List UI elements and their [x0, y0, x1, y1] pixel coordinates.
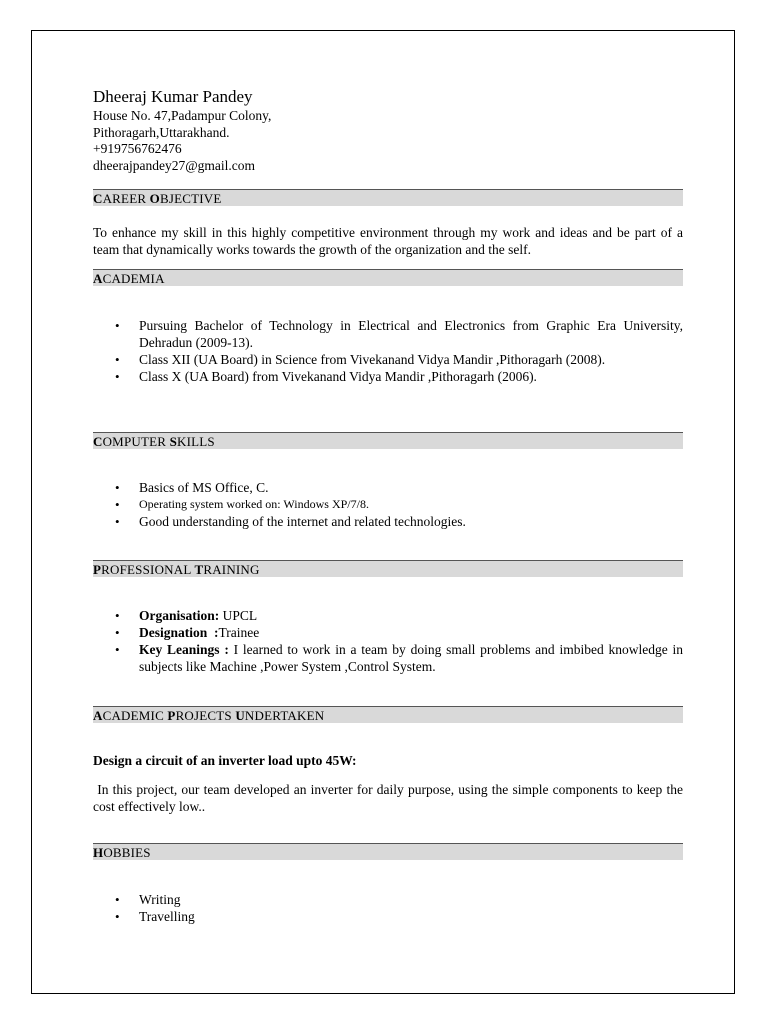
list-item: • Good understanding of the internet and related technologies.	[139, 513, 683, 530]
item-label: Key Leanings :	[139, 642, 229, 657]
list-item: • Operating system worked on: Windows XP/7/8.	[139, 496, 683, 513]
computer-skills-heading	[93, 432, 683, 449]
list-item: • Class XII (UA Board) in Science from Vivekanand Vidya Mandir ,Pithoragarh (2008).	[139, 351, 683, 368]
list-item	[139, 624, 683, 641]
heading-initial: P	[93, 562, 102, 577]
phone-number: +919756762476	[93, 141, 182, 156]
computer-skills-list	[93, 479, 683, 530]
list-item	[139, 641, 683, 675]
heading-initial: O	[149, 191, 160, 206]
list-item: • Pursuing Bachelor of Technology in Electrical and Electronics from Graphic Era University, Dehradun (2009-13).	[139, 317, 683, 351]
list-item: • Class X (UA Board) from Vivekanand Vidya Mandir ,Pithoragarh (2006).	[139, 368, 683, 385]
list-item: • Travelling	[139, 908, 683, 925]
hobbies-list	[93, 891, 683, 925]
career-objective-heading	[93, 189, 683, 206]
item-value: UPCL	[219, 608, 258, 623]
item-label: Designation :	[139, 625, 219, 640]
item-label: Organisation:	[139, 608, 220, 623]
heading-text: KILLS	[177, 434, 215, 449]
heading-text: CADEMIC	[102, 708, 168, 723]
heading-text: BJECTIVE	[159, 191, 222, 206]
academia-list	[93, 317, 683, 385]
email-address: dheerajpandey27@gmail.com	[93, 157, 255, 173]
heading-text: CADEMIA	[102, 271, 165, 286]
academic-projects-heading	[93, 706, 683, 723]
career-objective-text: To enhance my skill in this highly competitive environment through my work and ideas and be part of a team that dynamically works towards the growth of the organization and the self.	[93, 225, 683, 257]
heading-initial: H	[93, 845, 104, 860]
heading-initial: C	[93, 434, 103, 449]
heading-text: ROFESSIONAL	[101, 562, 195, 577]
heading-text: OBBIES	[103, 845, 151, 860]
list-item: • Basics of MS Office, C.	[139, 479, 683, 496]
heading-initial: T	[194, 562, 204, 577]
professional-training-list	[93, 607, 683, 675]
heading-text: NDERTAKEN	[244, 708, 325, 723]
heading-text: OMPUTER	[102, 434, 170, 449]
item-value: I learned to work in a team by doing small problems and imbibed knowledge in subjects like Machine ,Power System ,Control System.	[139, 642, 683, 674]
heading-initial: S	[169, 434, 177, 449]
candidate-name: Dheeraj Kumar Pandey	[93, 87, 253, 106]
address-line-2: Pithoragarh,Uttarakhand.	[93, 124, 230, 140]
academia-heading	[93, 269, 683, 286]
heading-initial: A	[93, 271, 103, 286]
heading-initial: P	[167, 708, 176, 723]
project-description: In this project, our team developed an inverter for daily purpose, using the simple components to keep the cost effectively low..	[93, 782, 687, 814]
heading-initial: A	[93, 708, 103, 723]
heading-initial: U	[235, 708, 245, 723]
item-value: Trainee	[218, 625, 260, 640]
list-item: • Writing	[139, 891, 683, 908]
contact-block	[93, 86, 683, 174]
heading-text: AREER	[102, 191, 150, 206]
list-item	[139, 607, 683, 624]
hobbies-heading	[93, 843, 683, 860]
project-title: Design a circuit of an inverter load upto 45W:	[93, 753, 357, 768]
heading-text: ROJECTS	[175, 708, 236, 723]
professional-training-heading	[93, 560, 683, 577]
address-line-1: House No. 47,Padampur Colony,	[93, 108, 272, 123]
heading-initial: C	[93, 191, 103, 206]
heading-text: RAINING	[203, 562, 260, 577]
